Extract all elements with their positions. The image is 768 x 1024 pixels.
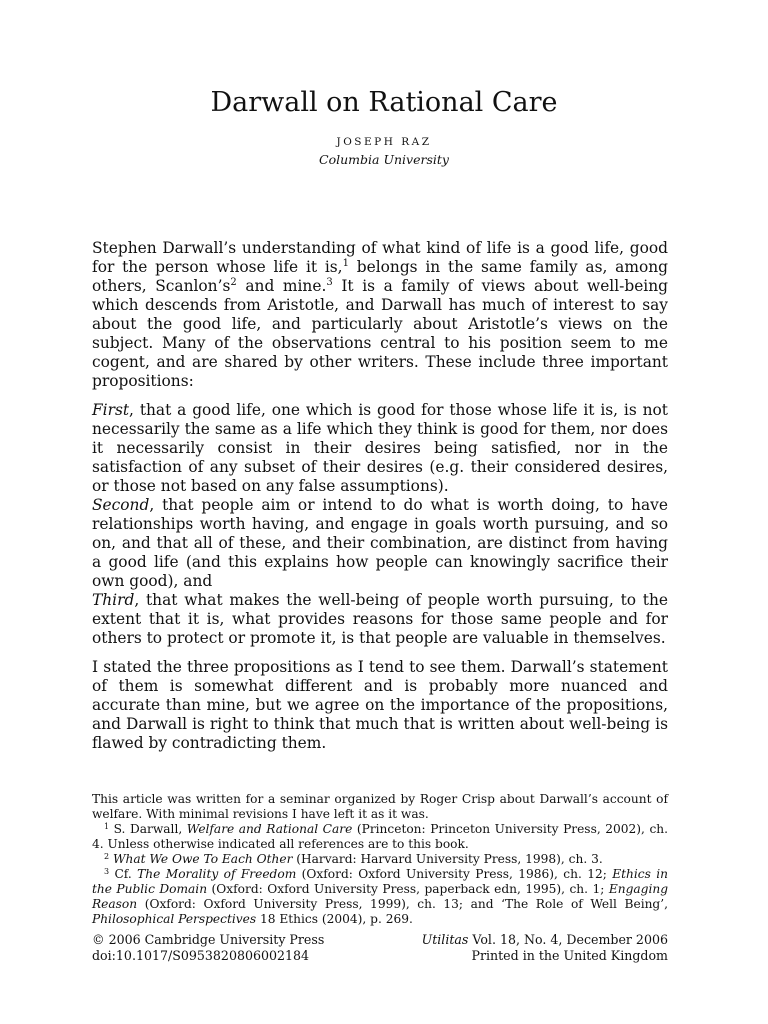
footnote-1: $^1$ S. Darwall, Welfare and Rational Care (Princeton: Princeton University Press, 2002), ch. 4. Unless otherwise indicated all references are to this book. xyxy=(92,822,668,851)
author-name: JOSEPH RAZ xyxy=(336,136,432,148)
doi[interactable]: doi:10.1017/S0953820806002184 xyxy=(92,948,310,963)
journal-name: Utilitas xyxy=(421,932,469,947)
footnote-ref-1[interactable]: 1 xyxy=(342,258,349,269)
journal-citation: Utilitas Vol. 18, No. 4, December 2006 xyxy=(421,932,668,947)
proposition-second: Second, that people aim or intend to do what is worth doing, to have relationships worth having, and engage in goals worth pursuing, and so on, and that all of these, and their combination, are distinct from having a good life (and this explains how people can knowingly sacrifice their own good), and xyxy=(92,496,668,590)
page-footer xyxy=(92,932,668,964)
intro-paragraph: Stephen Darwall’s understanding of what kind of life is a good life, good for the person whose life it is,$^1$ belongs in the same family as, among others, $Scanlon’s^2$ and mine.$^3$ It is a family of views about well-being which descends from Aristotle, and Darwall has much of interest to say about the good life, and particularly about Aristotle’s views on the subject. Many of the observations central to his position seem to me cogent, and are shared by other writers. These include three important propositions: xyxy=(92,239,668,390)
proposition-first: First, that a good life, one which is good for those whose life it is, is not necessarily the same as a life which they think is good for them, nor does it necessarily consist in their desires being satisfied, nor in the satisfaction of any subset of their desires (e.g. their considered desires, or those not based on any false assumptions). xyxy=(92,401,668,495)
article-title: Darwall on Rational Care xyxy=(210,87,558,118)
footnote-3: $^3$ Cf. The Morality of Freedom (Oxford: Oxford University Press, 1986), ch. 12; Ethics in the Public Domain (Oxford: Oxford University Press, paperback edn, 1995), ch. 1; Engaging Reason (Oxford: Oxford University Press, 1999), ch. 13; and ‘The Role of Well Being’, Philosophical Perspectives 18 Ethics (2004), p. 269. xyxy=(92,867,668,926)
proposition-third-label: Third xyxy=(92,591,135,609)
proposition-first-label: First xyxy=(92,401,130,419)
printed-in: Printed in the United Kingdom xyxy=(471,948,668,963)
proposition-second-label: Second xyxy=(92,496,150,514)
author-affiliation: Columbia University xyxy=(319,152,449,167)
footnotes xyxy=(92,792,668,927)
article-note: This article was written for a seminar organized by Roger Crisp about Darwall’s account of welfare. With minimal revisions I have left it as it was. xyxy=(92,792,668,821)
footnote-2: $^2$ What We Owe To Each Other (Harvard: Harvard University Press, 1998), ch. 3. xyxy=(104,852,603,866)
closing-paragraph: I stated the three propositions as I tend to see them. Darwall’s statement of them is somewhat different and is probably more nuanced and accurate than mine, but we agree on the importance of the propositions, and Darwall is right to think that much that is written about well-being is flawed by contradicting them. xyxy=(92,658,668,752)
footnote-ref-2[interactable]: 2 xyxy=(230,277,237,288)
proposition-third: Third, that what makes the well-being of people worth pursuing, to the extent that it is, what provides reasons for those same people and for others to protect or promote it, is that people are valuable in themselves. xyxy=(92,591,668,647)
article-body xyxy=(92,239,668,753)
footnote-ref-3[interactable]: 3 xyxy=(326,277,333,288)
copyright-notice: © 2006 Cambridge University Press xyxy=(92,932,325,947)
